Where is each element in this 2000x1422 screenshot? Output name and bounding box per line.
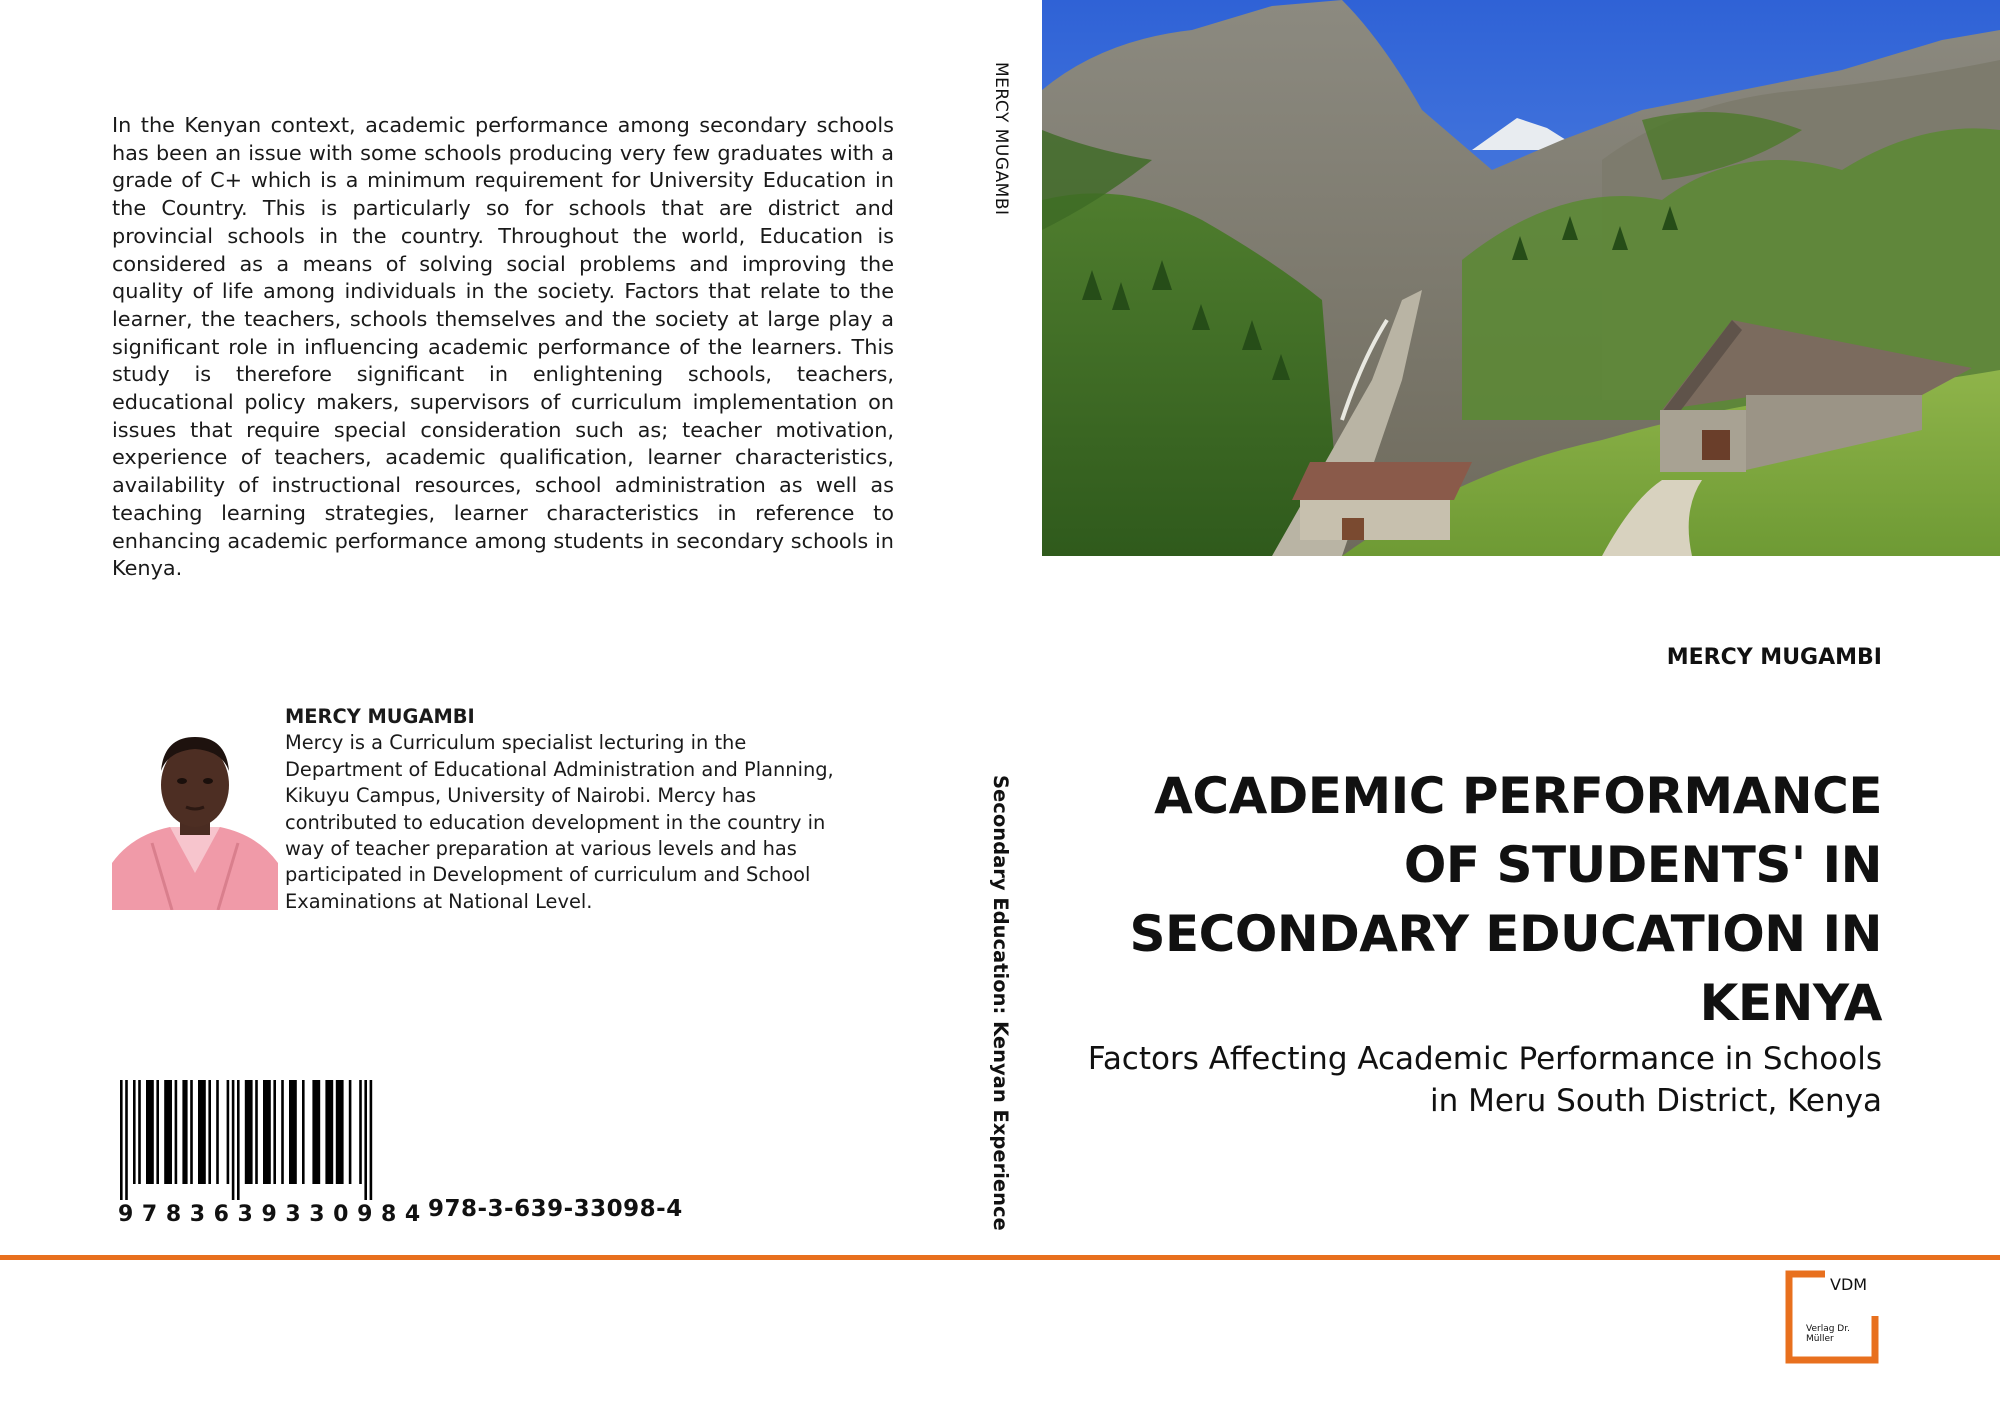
barcode-bar xyxy=(336,1080,344,1184)
publisher-logo xyxy=(1785,1270,1879,1364)
barcode-bar xyxy=(370,1080,373,1200)
barcode-bar xyxy=(182,1080,187,1184)
barcode-bar xyxy=(138,1080,141,1184)
cover-photo-mountain-huts xyxy=(1042,0,2000,556)
barcode-bar xyxy=(232,1080,235,1200)
publisher-logo-text: VDM xyxy=(1830,1275,1868,1294)
barcode-digits: 9783639330984 xyxy=(118,1202,429,1227)
barcode-bar xyxy=(349,1080,352,1184)
barcode-bar xyxy=(312,1080,320,1184)
barcode-bar xyxy=(146,1080,154,1184)
barcode-bar xyxy=(245,1080,253,1184)
barcode-bar xyxy=(175,1080,178,1184)
author-photo xyxy=(112,723,278,910)
barcode-bar xyxy=(263,1080,271,1184)
book-subtitle: Factors Affecting Academic Performance in Schools in Meru South District, Kenya xyxy=(1087,1041,1882,1119)
author-bio-name: MERCY MUGAMBI xyxy=(285,705,475,728)
author-bio-text: Mercy is a Curriculum specialist lecturing in the Department of Educational Administration and Planning, Kikuyu Campus, University of Nairobi. Mercy has contributed to education development in the country in way of teacher preparation at various levels and has participated in Development of curriculum and School Examinations at National Level. xyxy=(285,731,834,913)
barcode-bar xyxy=(190,1080,193,1184)
barcode-bar xyxy=(273,1080,276,1184)
barcode-bar xyxy=(133,1080,136,1184)
book-title: ACADEMIC PERFORMANCE OF STUDENTS' IN SECONDARY EDUCATION IN KENYA xyxy=(1129,767,1882,1032)
front-cover-author: MERCY MUGAMBI xyxy=(1666,645,1882,670)
spine-author: MERCY MUGAMBI xyxy=(991,62,1011,216)
spine-title: Secondary Education: Kenyan Experience xyxy=(989,775,1012,1231)
barcode-bar xyxy=(216,1080,219,1184)
author-bio-block xyxy=(285,704,845,915)
orange-divider xyxy=(0,1255,2000,1260)
barcode-bar xyxy=(237,1080,240,1200)
isbn-number: 978-3-639-33098-4 xyxy=(428,1196,683,1222)
publisher-imprint: Verlag Dr. Müller xyxy=(1806,1324,1850,1344)
barcode-bar xyxy=(164,1080,172,1184)
barcode-bar xyxy=(302,1080,305,1184)
barcode-bar xyxy=(198,1080,206,1184)
barcode-bar xyxy=(289,1080,297,1184)
barcode-bar xyxy=(325,1080,333,1184)
barcode-bar xyxy=(359,1080,362,1184)
barcode-bar xyxy=(227,1080,230,1184)
barcode-bar xyxy=(255,1080,258,1184)
barcode-bar xyxy=(364,1080,367,1200)
barcode-bar xyxy=(156,1080,159,1184)
barcode-bar xyxy=(125,1080,128,1200)
back-cover-blurb: In the Kenyan context, academic performance among secondary schools has been an issue with some schools producing very few graduates with a grade of C+ which is a minimum requirement for University Education in the Country. This is particularly so for schools that are district and provincial schools in the country. Throughout the world, Education is considered as a means of solving social problems and improving the quality of life among individuals in the society. Factors that relate to the learner, the teachers, schools themselves and the society at large play a significant role in influencing academic performance of the learners. This study is therefore significant in enlightening schools, teachers, educational policy makers, supervisors of curriculum implementation on issues that require special consideration such as; teacher motivation, experience of teachers, academic qualification, learner characteristics, availability of instructional resources, school administration as well as teaching learning strategies, learner characteristics in reference to enhancing academic performance among students in secondary schools in Kenya. xyxy=(112,113,894,581)
barcode-bar xyxy=(208,1080,211,1184)
barcode-bar xyxy=(120,1080,123,1200)
barcode-bar xyxy=(281,1080,284,1184)
